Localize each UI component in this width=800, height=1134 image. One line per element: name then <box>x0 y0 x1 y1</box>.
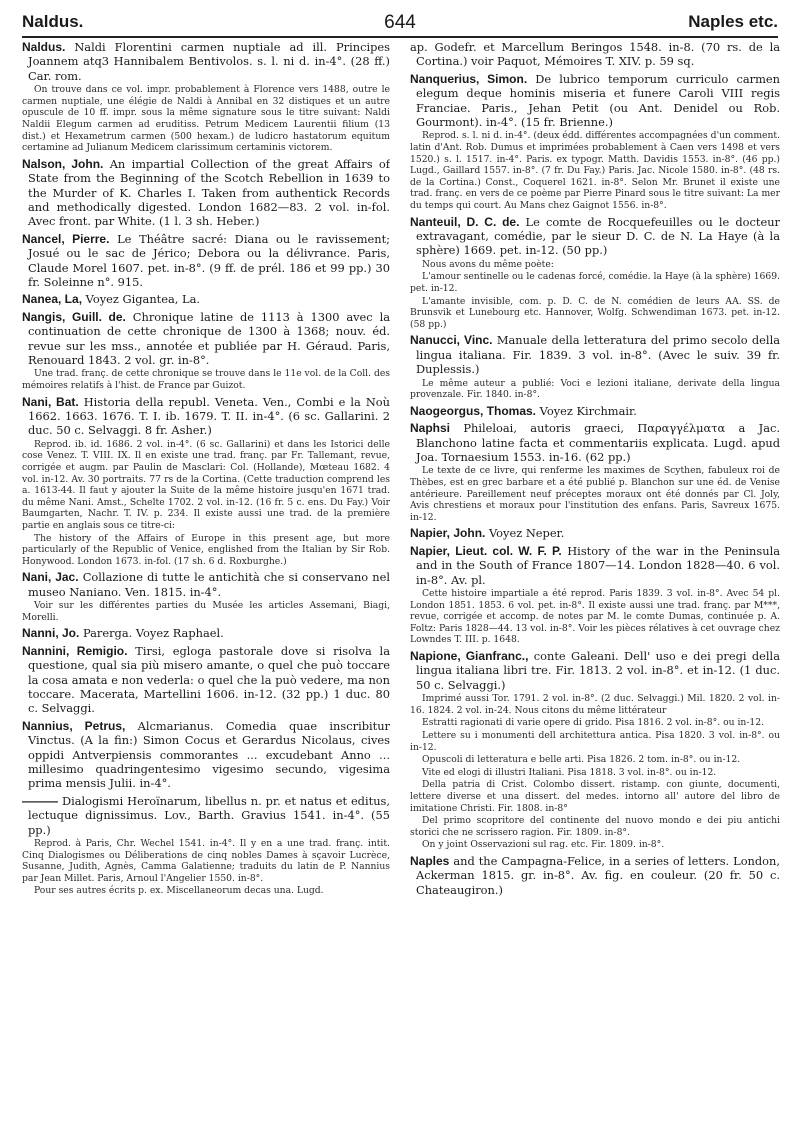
entry-description: Dialogismi Heroïnarum, libellus n. pr. et natus et editus, lectuque dignissimus. Lov., Barth. Gravius 1541. in-4°. (55 pp.) <box>28 793 390 837</box>
entry-text <box>410 72 780 130</box>
bibliography-entry <box>22 644 390 716</box>
entry-description: Historia della republ. Veneta. Ven., Combi e la Noù 1662. 1663. 1676. T. I. ib. 1679. T. II. in-4°. (6 sc. Gallarini. 2 duc. 50 c. Selvaggi. 8 fr. Asher.) <box>28 394 390 438</box>
bibliography-entry <box>410 333 780 400</box>
entry-description: Voyez Neper. <box>488 526 565 541</box>
entry-headword: Nanquerius, Simon. <box>410 71 528 86</box>
entry-note: Le même auteur a publié: Voci e lezioni italiane, derivate della lingua provenzale. Fir. 1840. in-8°. <box>410 377 780 401</box>
entry-headword: Naphsi <box>410 421 451 436</box>
entry-headword: Nancel, Pierre. <box>22 231 110 246</box>
entry-headword: ——— <box>22 793 58 808</box>
entry-headword: Nangis, Guill. de. <box>22 309 126 324</box>
bibliography-entry <box>410 544 780 646</box>
entry-note: L'amante invisible, com. p. D. C. de N. comédien de leurs AA. SS. de Brunsvik et Lunebourg etc. Hannover, Wolfg. Schwendiman 1673. pet. in-12. (58 pp.) <box>410 295 780 330</box>
bibliography-entry <box>410 421 780 523</box>
entry-headword: Nanea, La, <box>22 292 83 307</box>
entry-description: and the Campagna-Felice, in a series of letters. London, Ackerman 1815. gr. in-8°. Av. fig. en couleur. (20 fr. 50 c. Chateaugiron.) <box>416 853 780 897</box>
entry-headword: Nannini, Remigio. <box>22 643 128 658</box>
entry-description: Voyez Kirchmair. <box>539 403 637 418</box>
entry-description: History of the war in the Peninsula and in the South of France 1807—14. London 1828—40. 6 vol. in-8°. Av. pl. <box>416 543 780 587</box>
entry-description: Parerga. Voyez Raphael. <box>82 626 224 641</box>
entry-note: Della patria di Crist. Colombo dissert. ristamp. con giunte, documenti, lettere diverse et una dissert. del medes. intorno all' autore del libro de imitatione Christi. Fir. 1808. in-8° <box>410 779 780 814</box>
entry-note: L'amour sentinelle ou le cadenas forcé, comédie. la Haye (à la sphère) 1669. pet. in-12. <box>410 271 780 294</box>
entry-text <box>410 649 780 692</box>
left-column <box>22 40 390 1128</box>
entry-note: Reprod. à Paris, Chr. Wechel 1541. in-4°. Il y en a une trad. franç. intit. Cinq Dialogismes ou Déliberations de cinq nobles Dames à sçavoir Lucrèce, Susanne, Judith, Agnès, Camma Galatienne; traduits du latin de P. Nannius par Jean Millet. Paris, Arnoul l'Angelier 1550. in-8°. <box>22 838 390 884</box>
entry-text <box>410 854 780 897</box>
entry-text <box>22 232 390 290</box>
entry-note: The history of the Affairs of Europe in this present age, but more particularly of the Republic of Venice, englished from the Italian by Sir Rob. Honywood. London 1673. in-fol. (17 sh. 6 d. Roxburghe.) <box>22 532 390 567</box>
entry-note: Voir sur les différentes parties du Musée les articles Assemani, Biagi, Morelli. <box>22 600 390 623</box>
entry-description: Le comte de Rocquefeuilles ou le docteur extravagant, comédie, par le sieur D. C. de N. La Haye (à la sphère) 1669. pet. in-12. (50 pp.) <box>416 214 780 258</box>
bibliography-entry <box>22 157 390 229</box>
entry-note: Nous avons du même poète: <box>422 258 554 270</box>
entry-text <box>22 570 390 599</box>
entry-description: Alcmarianus. Comedia quae inscribitur Vinctus. (A la fin:) Simon Cocus et Gerardus Nicolaus, cives oppidi Antverpiensis commorantes ... excudebant Anno ... millesimo quadringentesimo vigesimo secundo, vigesima prima mensis Julii. in-4°. <box>28 718 390 791</box>
entry-headword: Nani, Jac. <box>22 570 79 585</box>
entry-note: Del primo scopritore del continente del nuovo mondo e dei piu antichi storici che ne scrissero ragion. Fir. 1809. in-8°. <box>410 815 780 838</box>
entry-description: ap. Godefr. et Marcellum Beringos 1548. in-8. (70 rs. de la Cortina.) voir Paquot, Mémoires T. XIV. p. 59 sq. <box>410 40 780 69</box>
entry-description: Collazione di tutte le antichità che si conservano nel museo Naniano. Ven. 1815. in-4°. <box>28 570 390 599</box>
entry-text <box>22 310 390 368</box>
bibliography-entry <box>410 526 780 540</box>
entry-text <box>22 157 390 229</box>
entry-text <box>410 333 780 376</box>
entry-description: An impartial Collection of the great Affairs of State from the Beginning of the Scotch Rebellion in 1639 to the Murder of K. Charles I. Taken from authentick Records and methodically digested. London 1682—83. 2 vol. in-fol. Avec front. par White. (1 l. 3 sh. Heber.) <box>28 156 390 229</box>
entry-description: Phileloai, autoris graeci, Παραγγέλματα a Jac. Blanchono latine facta et commentariis explicata. Lugd. apud Joa. Tornaesium 1553. in-16. (62 pp.) <box>416 421 780 464</box>
page-header <box>22 10 778 38</box>
entry-note: Estratti ragionati di varie opere di grido. Pisa 1816. 2 vol. in-8°. ou in-12. <box>422 717 765 729</box>
entry-text <box>410 526 780 540</box>
entry-text <box>22 626 390 640</box>
entry-text <box>410 544 780 587</box>
entry-text <box>22 794 390 837</box>
entry-description: conte Galeani. Dell' uso e dei pregi della lingua italiana libri tre. Fir. 1813. 2 vol. in-8°. et in-12. (1 duc. 50 c. Selvaggi.) <box>416 648 780 692</box>
entry-note: Reprod. ib. id. 1686. 2 vol. in-4°. (6 sc. Gallarini) et dans les Istorici delle cose Venez. T. VIII. IX. Il en existe une trad. franç. par Fr. Tallemant, revue, corrigée et augm. par Paulin de Masclari: Col. (Hollande), Mœteau 1682. 4 vol. in-12. Av. 30 portraits. 77 rs de la Cortina. (Cette traduction comprend les a. 1613-44. Il faut y ajouter la Suite de la même histoire jusqu'en 1671 trad. du même Nani. Amst., Schelte 1702. 2 vol. in-12. (16 fr. 5 c. ens. Du Fay.) Voir Baumgarten, Nachr. T. IV. p. 234. Il existe aussi une trad. de la première partie en anglais sous ce titre-ci: <box>22 438 390 532</box>
bibliography-entry <box>22 232 390 290</box>
entry-headword: Napier, Lieut. col. W. F. P. <box>410 543 562 558</box>
entry-note: On trouve dans ce vol. impr. probablement à Florence vers 1488, outre le carmen nuptiale, une élégie de Naldi à Annibal en 32 distiques et un autre opuscule de 10 ff. impr. sous la même signature sous le titre suivant: Naldi Naldii Elegum carmen ad eruditiss. Petrum Medicem Laurentii filium (13 dist.) et Hexametrum carmen (500 hexam.) de ludicro hastatorum equitum certamine ad Julianum Medicem clarissimum certaminis victorem. <box>22 84 390 154</box>
bibliography-entry <box>22 626 390 640</box>
entry-description: Chronique latine de 1113 à 1300 avec la continuation de cette chronique de 1300 à 1368; nouv. éd. revue sur les mss., annotée et publiée par H. Géraud. Paris, Renouard 1843. 2 vol. gr. in-8°. <box>28 309 390 368</box>
entry-text <box>22 40 390 83</box>
entry-note: Pour ses autres écrits p. ex. Miscellaneorum decas una. Lugd. <box>34 885 324 897</box>
bibliography-entry <box>22 794 390 897</box>
entry-note: Une trad. franç. de cette chronique se trouve dans le 11e vol. de la Coll. des mémoires relatifs à l'hist. de France par Guizot. <box>22 368 390 392</box>
bibliography-entry <box>410 215 780 331</box>
entry-headword: Nanni, Jo. <box>22 626 80 641</box>
bibliography-entry <box>22 719 390 791</box>
right-column <box>410 40 780 1128</box>
entry-headword: Nanucci, Vinc. <box>410 333 493 348</box>
entry-headword: Nanteuil, D. C. de. <box>410 214 520 229</box>
entry-note: Le texte de ce livre, qui renferme les maximes de Scythen, fabuleux roi de Thèbes, est en grec barbare et a été publié p. Blanchon sur une éd. de Venise antérieure. Pareillement neuf préceptes moraux ont été donnés par Cl. Joly, Avis chrestiens et moraux pour l'institution des enfans. Paris, Savreux 1675. in-12. <box>410 465 780 523</box>
bibliography-entry <box>410 854 780 897</box>
entry-note: Lettere su i monumenti dell architettura antica. Pisa 1820. 3 vol. in-8°. ou in-12. <box>410 729 780 753</box>
bibliography-entry <box>22 570 390 623</box>
entry-text <box>410 215 780 258</box>
page-number: 644 <box>384 12 416 33</box>
entry-description: Le Théâtre sacré: Diana ou le ravissement; Josué ou le sac de Jérico; Debora ou la délivrance. Paris, Claude Morel 1607. pet. in-8°. (9 ff. de prél. 186 et 99 pp.) 30 fr. Soleinne n°. 915. <box>28 231 390 290</box>
entry-note: Cette histoire impartiale a été reprod. Paris 1839. 3 vol. in-8°. Avec 54 pl. London 1851. 1853. 6 vol. pet. in-8°. Il existe aussi une trad. franç. par M***, revue, corrigée et accomp. de notes par M. le comte Dumas, continuée p. A. Foltz: Paris 1828—44. 13 vol. in-8°. Voir les pièces rélatives à cet ouvrage chez Lowndes T. III. p. 1648. <box>410 588 780 646</box>
bibliography-entry <box>22 310 390 392</box>
entry-description: Manuale della letteratura del primo secolo della lingua italiana. Fir. 1839. 3 vol. in-8°. (Avec le suiv. 39 fr. Duplessis.) <box>416 333 780 377</box>
bibliography-entry <box>22 40 390 154</box>
entry-text <box>22 719 390 791</box>
entry-note: Imprimé aussi Tor. 1791. 2 vol. in-8°. (2 duc. Selvaggi.) Mil. 1820. 2 vol. in-16. 1824. 2 vol. in-24. Nous citons du même littérateur <box>410 693 780 716</box>
bibliography-entry <box>22 395 390 568</box>
bibliography-entry <box>410 649 780 851</box>
entry-headword: Napione, Gianfranc., <box>410 648 529 663</box>
bibliography-entry <box>410 404 780 418</box>
entry-headword: Naogeorgus, Thomas. <box>410 403 537 418</box>
entry-text <box>22 292 390 306</box>
entry-note: Reprod. s. l. ni d. in-4°. (deux édd. différentes accompagnées d'un comment. latin d'Ant. Rob. Dumus et imprimées probablement à Caen vers 1498 et vers 1520.) s. l. 1517. in-4°. Paris. ex typogr. Matth. Davidis 1553. in-8°. (46 pp.) Lugd., Gaillard 1557. in-8°. (7 fr. Du Fay.) Paris. Jac. Nicole 1580. in-8°. (48 rs. de la Cortina.) Const., Coquerel 1621. in-8°. Selon Mr. Brunet il existe une trad. franç. en vers de ce poème par Pierre Pinard sous le titre suivant: La mer du temps qui court. Au Mans chez Gaignot 1556. in-8°. <box>410 130 780 211</box>
bibliography-entry <box>410 72 780 212</box>
entry-text <box>410 40 780 69</box>
entry-note: On y joint Osservazioni sul rag. etc. Fir. 1809. in-8°. <box>422 839 665 851</box>
running-head-left: Naldus. <box>22 12 84 31</box>
entry-headword: Naldus. <box>22 40 66 54</box>
entry-note: Vite ed elogi di illustri Italiani. Pisa 1818. 3 vol. in-8°. ou in-12. <box>422 766 717 778</box>
entry-note: Opuscoli di letteratura e belle arti. Pisa 1826. 2 tom. in-8°. ou in-12. <box>422 754 741 766</box>
entry-headword: Napier, John. <box>410 526 486 541</box>
bibliography-entry <box>410 40 780 69</box>
entry-text <box>22 395 390 438</box>
entry-description: Voyez Gigantea, La. <box>85 292 200 307</box>
running-head-right: Naples etc. <box>688 12 778 31</box>
entry-headword: Naples <box>410 853 450 868</box>
entry-headword: Nalson, John. <box>22 156 104 171</box>
entry-description: Naldi Florentini carmen nuptiale ad ill. Principes Joannem atq3 Hannibalem Bentivolos. s. l. ni d. in-4°. (28 ff.) Car. rom. <box>28 40 390 83</box>
entry-text <box>410 421 780 464</box>
entry-text <box>22 644 390 716</box>
entry-description: Tirsi, egloga pastorale dove si risolva la questione, qual sia più misero amante, o quel che può toccare la cosa amata e non vederla: o quel che la può vedere, ma non toccare. Macerata, Martellini 1606. in-12. (32 pp.) 1 duc. 80 c. Selvaggi. <box>28 643 390 716</box>
entry-text <box>410 404 780 418</box>
entry-headword: Nani, Bat. <box>22 394 79 409</box>
bibliography-entry <box>22 292 390 306</box>
entry-description: De lubrico temporum curriculo carmen elegum deque hominis miseria et funere Caroli VIII regis Franciae. Paris., Jehan Petit (ou Ant. Denidel ou Rob. Gourmont). in-4°. (15 fr. Brienne.) <box>416 71 780 130</box>
entry-headword: Nannius, Petrus, <box>22 718 126 733</box>
